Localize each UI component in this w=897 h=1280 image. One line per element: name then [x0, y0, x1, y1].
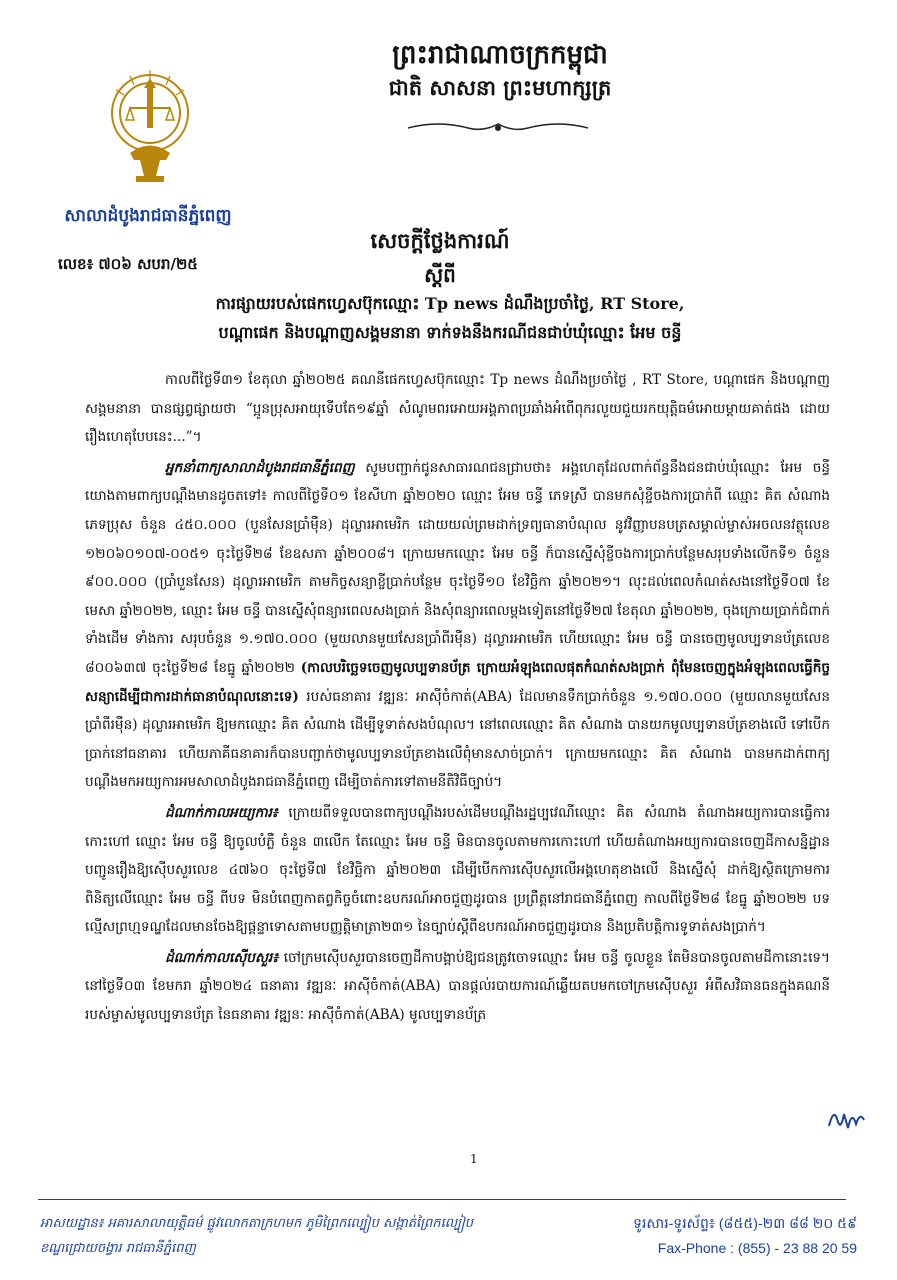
footer-divider	[38, 1199, 846, 1200]
subject-line-1: ការផ្សាយរបស់ផេកហ្វេសប៊ុកឈ្មោះ Tp news ដំណឹងប្រចាំថ្ងៃ, RT Store,	[215, 294, 685, 313]
page-number: 1	[470, 1152, 478, 1166]
footer-contact	[633, 1211, 857, 1261]
footer-phone-khmer: ទូរសារ-ទូរស័ព្ទ៖ (៨៥៥)-២៣ ៨៨ ២០ ៥៩	[633, 1215, 857, 1231]
paragraph-4	[85, 944, 830, 1030]
paragraph-2-text: សូមបញ្ជាក់ជូនសាធារណជនជ្រាបថា៖ អង្គហេតុដែលពាក់ព័ន្ធនឹងជនជាប់ឃុំឈ្មោះ អែម ចន្ធី យោងតាមពាក្យបណ្តឹងមានដូចតទៅ៖ កាលពីថ្ងៃទី០១ ខែសីហា ឆ្នាំ២០២០ ឈ្មោះ អែម ចន្ធី ភេទស្រី បានមកសុំខ្ចីចងការប្រាក់ពី ឈ្មោះ គិត សំណាង ភេទប្រុស ចំនួន ៤៥០.០០០ (បួនសែនប្រាំម៉ឺន) ដុល្លារអាមេរិក ដោយយល់ព្រមដាក់ទ្រព្យធានាបំណុល នូវវិញ្ញាបនបត្រសម្គាល់ម្ចាស់អចលនវត្ថុលេខ ១២០៦០១០៧-០០៥១ ចុះថ្ងៃទី២៨ ខែឧសភា ឆ្នាំ២០០៨។ ក្រោយមកឈ្មោះ អែម ចន្ធី ក៏បានស្នើសុំខ្ចីចងការប្រាក់បន្ថែមសរុបទាំងលើកទី១ ចំនួន ៩០០.០០០ (ប្រាំបួនសែន) ដុល្លារអាមេរិក តាមកិច្ចសន្យាខ្ចីប្រាក់បន្ថែម ចុះថ្ងៃទី១០ ខែវិច្ឆិកា ឆ្នាំ២០២១។ លុះដល់ពេលកំណត់សងនៅថ្ងៃទី០៧ ខែមេសា ឆ្នាំ២០២២, ឈ្មោះ អែម ចន្ធី បានស្នើសុំពន្យារពេលសងប្រាក់ និងសុំពន្យារពេលម្តងទៀតនៅថ្ងៃទី២៧ ខែតុលា ឆ្នាំ២០២២, ចុងក្រោយប្រាក់ជំពាក់ទាំងដើម ទាំងការ សរុបចំនួន ១.១៧០.០០០ (មួយលានមួយសែនប្រាំពីរម៉ឺន) ដុល្លារអាមេរិក ហើយឈ្មោះ អែម ចន្ធី បានចេញមូលប្បទានប័ត្រលេខ ៨០០៦៣៧ ចុះថ្ងៃទី២៨ ខែធ្នូ ឆ្នាំ២០២២	[85, 459, 830, 676]
document-title: សេចក្តីថ្លែងការណ៍	[370, 228, 510, 253]
footer-address-line-1: អាសយដ្ឋាន៖ អគារសាលាយុត្តិធម៌ ផ្លូវលោកតាក្រហមក ភូមិព្រៃកល្បៀប សង្កាត់ព្រៃកល្បៀប	[40, 1216, 474, 1231]
national-motto: ជាតិ សាសនា ព្រះមហាក្សត្រ	[388, 75, 612, 100]
document-body	[85, 366, 830, 1032]
letter-number: លេខ៖ ៧០៦ សបរា/២៥	[58, 255, 198, 273]
paragraph-4-text: ចៅក្រមស៊ើបសួរបានចេញដីកាបង្គាប់ឱ្យជនត្រូវចោទឈ្មោះ អែម ចន្ធី ចូលខ្លួន តែមិនបានចូលតាមដីកានោះទេ។ នៅថ្ងៃទី០៣ ខែមករា ឆ្នាំ២០២៤ ធនាគារ វឌ្ឍនៈ អាស៊ីចំកាត់(ABA) បានផ្តល់របាយការណ៍ឆ្លើយតបមកចៅក្រមស៊ើបសួរ អំពីសវិធានធនក្នុងគណនីរបស់ម្ចាស់មូលប្បទានប័ត្រ នៃធនាគារ វឌ្ឍនៈ អាស៊ីចំកាត់(ABA) មូលប្បទានប័ត្រ	[85, 949, 830, 1024]
paragraph-1: កាលពីថ្ងៃទី៣១ ខែតុលា ឆ្នាំ២០២៥ គណនីផេកហ្វេសប៊ុកឈ្មោះ Tp news ដំណឹងប្រចាំថ្ងៃ , RT Store, បណ្តាផេក និងបណ្តាញសង្គមនានា បានផ្សព្វផ្សាយថា “ប្អូនប្រុសអាយុទើបតែ១៩ឆ្នាំ សំណូមពរអោយអង្គភាពប្រឆាំងអំពើពុករលួយជួយរកយុត្តិធម៌អោយម្តាយគាត់ផង ដោយរឿងហេតុបែបនេះ...”។	[85, 372, 830, 446]
kingdom-heading: ព្រះរាជាណាចក្រកម្ពុជា	[392, 40, 608, 70]
footer-address-line-2: ខណ្ឌជ្រោយចង្វារ រាជធានីភ្នំពេញ	[40, 1241, 196, 1256]
subject-line-2: បណ្តាផេក និងបណ្តាញសង្គមនានា ទាក់ទងនឹងករណីជនជាប់ឃុំឈ្មោះ អែម ចន្ធី	[218, 323, 682, 342]
spokesperson-label: អ្នកនាំពាក្យសាលាដំបូងរាជធានីភ្នំពេញ	[165, 459, 355, 476]
regarding-label: ស្តីពី	[424, 263, 456, 287]
paragraph-3-text: ក្រោយពីទទួលបានពាក្យបណ្តឹងរបស់ដើមបណ្តឹងរដ្ឋប្បវេណីឈ្មោះ គិត សំណាង តំណាងអយ្យការបានធ្វើការកោះហៅ ឈ្មោះ អែម ចន្ធី ឱ្យចូលបំភ្លឺ ចំនួន ៣លើក តែឈ្មោះ អែម ចន្ធី មិនបានចូលតាមការកោះហៅ ហើយតំណាងអយ្យការបានចេញដីកាសន្និដ្ឋានបញ្ជូនរឿងឱ្យស៊ើបសួរលេខ ៤៧៦០ ចុះថ្ងៃទី៧ ខែវិច្ឆិកា ឆ្នាំ២០២៣ ដើម្បីបើកការស៊ើបសួរលើអង្គហេតុខាងលើ និងស្នើសុំ ដាក់ឱ្យស្ថិតក្រោមការពិនិត្យលើឈ្មោះ អែម ចន្ធី ពីបទ មិនបំពេញកាតព្វកិច្ចចំពោះឧបករណ៍អាចជួញដូរបាន ប្រព្រឹត្តនៅរាជធានីភ្នំពេញ កាលពីថ្ងៃទី២៨ ខែធ្នូ ឆ្នាំ២០២២ បទល្មើសព្រហ្មទណ្ឌដែលមានចែងឱ្យផ្តន្ទាទោសតាមបញ្ញត្តិមាត្រា២៣១ នៃច្បាប់ស្តីពីឧបករណ៍អាចជួញដូរបាន និងប្រតិបត្តិការទូទាត់សងប្រាក់។	[85, 804, 830, 936]
initials-signature-icon	[826, 1102, 866, 1132]
paragraph-3	[85, 799, 830, 942]
ornament-divider-icon	[398, 120, 598, 136]
prosecution-stage-label: ដំណាក់កាលអយ្យការ៖	[165, 804, 278, 821]
court-name: សាលាដំបូងរាជធានីភ្នំពេញ	[64, 206, 232, 226]
paragraph-2-tail: របស់ធនាគារ វឌ្ឍនៈ អាស៊ីចំកាត់(ABA) ដែលមានទឹកប្រាក់ចំនួន ១.១៧០.០០០ (មួយលានមួយសែនប្រាំពីរម៉ឺន) ដុល្លារអាមេរិក ឱ្យមកឈ្មោះ គិត សំណាង ដើម្បីទូទាត់សងបំណុល។ នៅពេលឈ្មោះ គិត សំណាង បានយកមូលប្បទានប័ត្រខាងលើ ទៅបើកប្រាក់នៅធនាគារ ហើយភាគីធនាគារក៏បានបញ្ជាក់ថាមូលប្បទានប័ត្រខាងលើពុំមានសាច់ប្រាក់។ ក្រោយមកឈ្មោះ គិត សំណាង បានមកដាក់ពាក្យបណ្តឹងមកអយ្យការអមសាលាដំបូងរាជធានីភ្នំពេញ ដើម្បីចាត់ការទៅតាមនីតិវិធីច្បាប់។	[85, 688, 830, 791]
paragraph-2-emphasis: (កាលបរិច្ឆេទចេញមូលប្បទានប័ត្រ ក្រោយអំឡុងពេលផុតកំណត់សងប្រាក់ ពុំមែនចេញក្នុងអំឡុងពេលធ្វើកិច្ចសន្យាដើម្បីជាការដាក់ធានាបំណុលនោះទេ)	[85, 659, 830, 705]
investigation-stage-label: ដំណាក់កាលស៊ើបសួរ៖	[165, 949, 279, 966]
footer-fax-phone: Fax-Phone : (855) - 23 88 20 59	[657, 1240, 857, 1256]
paragraph-2	[85, 454, 830, 797]
footer-address	[40, 1211, 473, 1261]
court-emblem-icon	[100, 58, 200, 198]
